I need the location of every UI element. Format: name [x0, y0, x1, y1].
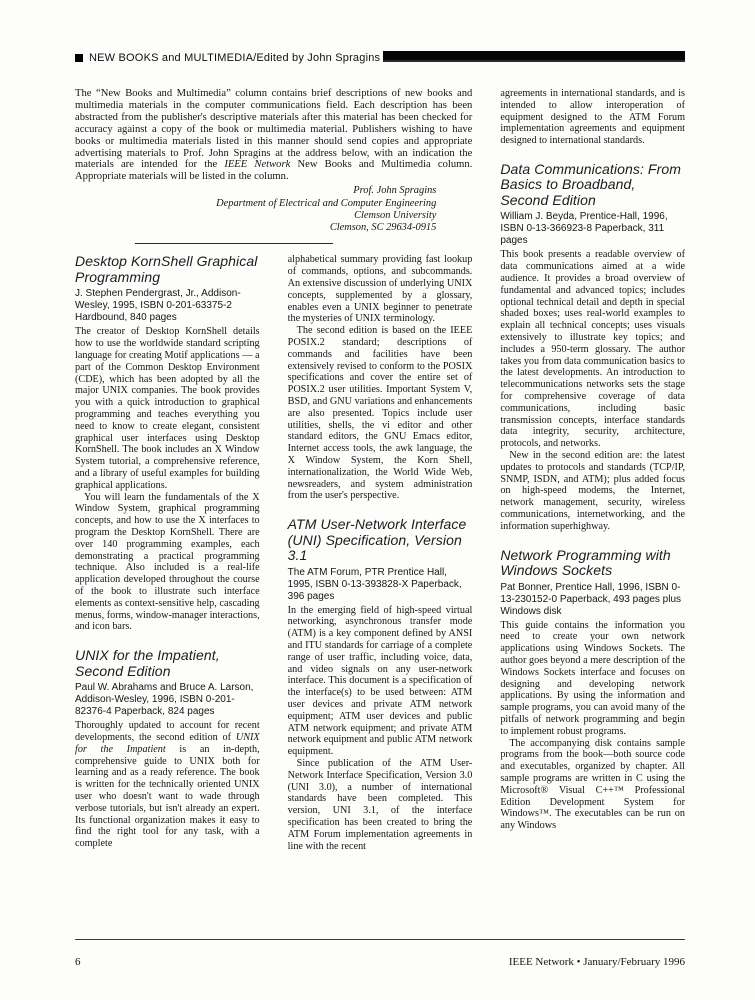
intro-paragraph [75, 88, 472, 183]
intro-text-after: New Books and Multimedia column. Appropriate materials will be listed in the column. [75, 159, 473, 183]
page-number: 6 [75, 956, 81, 968]
book-byline: Paul W. Abrahams and Bruce A. Larson, Addison-Wesley, 1996, ISBN 0-201-82376-4 Paperback, 824 pages [75, 682, 254, 718]
intro-divider-rule [135, 243, 334, 244]
book-description [75, 720, 260, 850]
intro-journal-name: IEEE Network [224, 159, 291, 171]
book-byline: William J. Beyda, Prentice-Hall, 1996, ISBN 0-13-366923-8 Paperback, 311 pages [500, 211, 668, 247]
book-title: Desktop KornShell Graphical Programming [75, 253, 258, 285]
book-title: ATM User-Network Interface (UNI) Specification, Version 3.1 [287, 516, 467, 564]
book-description-continued: alphabetical summary providing fast lookup of commands, options, and subcommands. An extensive discussion of underlying UNIX concepts, supplemented by a glossary, enables even a UNIX beginner to penetrate the mysteries of UNIX terminology. [287, 254, 473, 325]
description-text: is an in-depth, comprehensive guide to UNIX both for learning and as a ready reference. The book is written for the technically oriented UNIX user who doesn't want to wade through verbose tutorials, but isn't already an expert. Its functional organization makes it easy to find the right tool for any task, with a complete [75, 743, 260, 850]
book-description: The accompanying disk contains sample programs from the book—both source code and executables, organized by chapter. All sample programs are written in C using the Microsoft® Visual C++™ Professional Edition Development System for Windows™. The executables can be run on any Windows [500, 737, 685, 832]
editor-address: Clemson, SC 29634-0915 [329, 222, 437, 234]
description-text: Thoroughly updated to account for recent developments, the second edition of [75, 720, 260, 743]
book-byline: The ATM Forum, PTR Prentice Hall, 1995, ISBN 0-13-393828-X Paperback, 396 pages [287, 566, 462, 602]
book-description: You will learn the fundamentals of the X Window System, graphical programming concepts, and how to use the X interfaces to program the Desktop KornShell. There are over 140 programming examples, each demonstrating a practical programming technique. Also included is a real-life application developed throughout the course of the book to illustrate such interface elements as context-sensitive help, cascading menus, forms, window-manager interactions, and icon bars. [75, 491, 260, 633]
book-byline: J. Stephen Pendergrast, Jr., Addison-Wesley, 1995, ISBN 0-201-63375-2 Hardbound, 840 pages [75, 288, 241, 324]
editor-university: Clemson University [354, 209, 437, 221]
column-kicker: NEW BOOKS and MULTIMEDIA/Edited by John Spragins [89, 52, 381, 64]
book-description-continued: The second edition is based on the IEEE POSIX.2 standard; descriptions of commands and facilities have been extensively revised to conform to the POSIX specifications and cover the entire set of POSIX.2 user utilities. Important System V, BSD, and GNU variations and enhancements are also presented. Topics include user utilities, shells, the vi editor and other standard editors, the GNU Emacs editor, Internet access tools, the awk language, the X Window System, the Korn Shell, internationalization, the World Wide Web, newsreaders, and system administration from the user's perspective. [287, 325, 473, 502]
editor-name: Prof. John Spragins [353, 185, 437, 197]
book-title: UNIX for the Impatient, Second Edition [75, 647, 220, 679]
book-description: New in the second edition are: the latest updates to protocols and standards (TCP/IP, SNMP, ISDN, and ATM); plus added focus on high-speed modems, the Internet, network management, security, wireless communications, internetworking, and the information superhighway. [500, 450, 685, 532]
page-footer [75, 939, 685, 968]
book-byline: Pat Bonner, Prentice Hall, 1996, ISBN 0-13-230152-0 Paperback, 493 pages plus Windows disk [500, 581, 682, 617]
book-title: Data Communications: From Basics to Broadband, Second Edition [500, 160, 681, 208]
text-column-1 [75, 254, 260, 849]
page-header [75, 50, 685, 66]
book-title: Network Programming with Windows Sockets [500, 546, 671, 579]
editor-signature [75, 185, 472, 234]
book-name-inline: UNIX for the Impatient [75, 731, 260, 755]
header-rule-bar [383, 51, 685, 62]
journal-issue-label: IEEE Network • January/February 1996 [508, 956, 685, 968]
book-description: This guide contains the information you need to create your own network applications using Windows Sockets. The author goes beyond a mere description of the Windows Sockets interface and focuses on designing and developing network applications. By using the information and sample programs, you can avoid many of the pitfalls of network programming and begin to implement robust programs. [500, 619, 685, 737]
book-description: This book presents a readable overview of data communications aimed at a wide audience. It provides a broad overview of fundamental and advanced topics; includes optional technical detail and depth in special shaded boxes; uses real-world examples to explain all technical concepts; uses visuals extensively to illustrate key topics; and includes a 950-term glossary. The author takes you from data communication basics to the latest developments. An introduction to telecommunications networks sets the stage for comprehensive coverage of data communications, including basic transmission concepts, interface standards data integrity, security, architecture, protocols, and networks. [500, 249, 685, 450]
book-description: In the emerging field of high-speed virtual networking, asynchronous transfer mode (ATM) is a key component defined by ANSI and ITU standards for carriage of a complete range of user traffic, including voice, data, and video signals on any user-network interface. This document is a specification of the interface(s) to be used between: ATM user devices and private ATM network equipment; ATM user devices and public ATM network equipment; and private ATM network equipment and public ATM network equipment. [287, 604, 473, 758]
editor-department: Department of Electrical and Computer Engineering [216, 197, 437, 209]
column-intro [75, 88, 472, 254]
square-bullet-icon [75, 54, 83, 62]
text-column-3 [500, 88, 685, 832]
intro-text-before: The “New Books and Multimedia” column contains brief descriptions of new books and multimedia materials in the computer communications field. Each description has been abstracted from the publisher's descriptive materials after this material has been checked for accuracy against a copy of the book or multimedia material. Publishers wishing to have books or multimedia materials listed in this manner should send copies and appropriate advertising materials to Prof. John Spragins at the address below, with an indication the materials are intended for the [75, 88, 473, 171]
book-description-continued: agreements in international standards, and is intended to allow interoperation of equipment designed to the ATM Forum implementation agreements and equipment designed to international standards. [500, 88, 685, 147]
page-body [75, 88, 685, 852]
book-description: Since publication of the ATM User-Network Interface Specification, Version 3.0 (UNI 3.0), a number of international standards have been completed. This version, UNI 3.1, of the interface specification has been created to bring the ATM Forum implementation agreements in line with the recent [287, 758, 473, 852]
book-description: The creator of Desktop KornShell details how to use the worldwide standard scripting language for creating Motif applications — a part of the Common Desktop Environment (CDE), which has been adopted by all the major UNIX companies. The book provides you with a quick introduction to graphical programming and teaches everything you need to know to create elegant, consistent graphical user interfaces using Desktop KornShell. The book includes an X Window System tutorial, a comprehensive reference, and a library of useful examples for building graphical applications. [75, 326, 260, 491]
text-column-2 [288, 254, 473, 852]
